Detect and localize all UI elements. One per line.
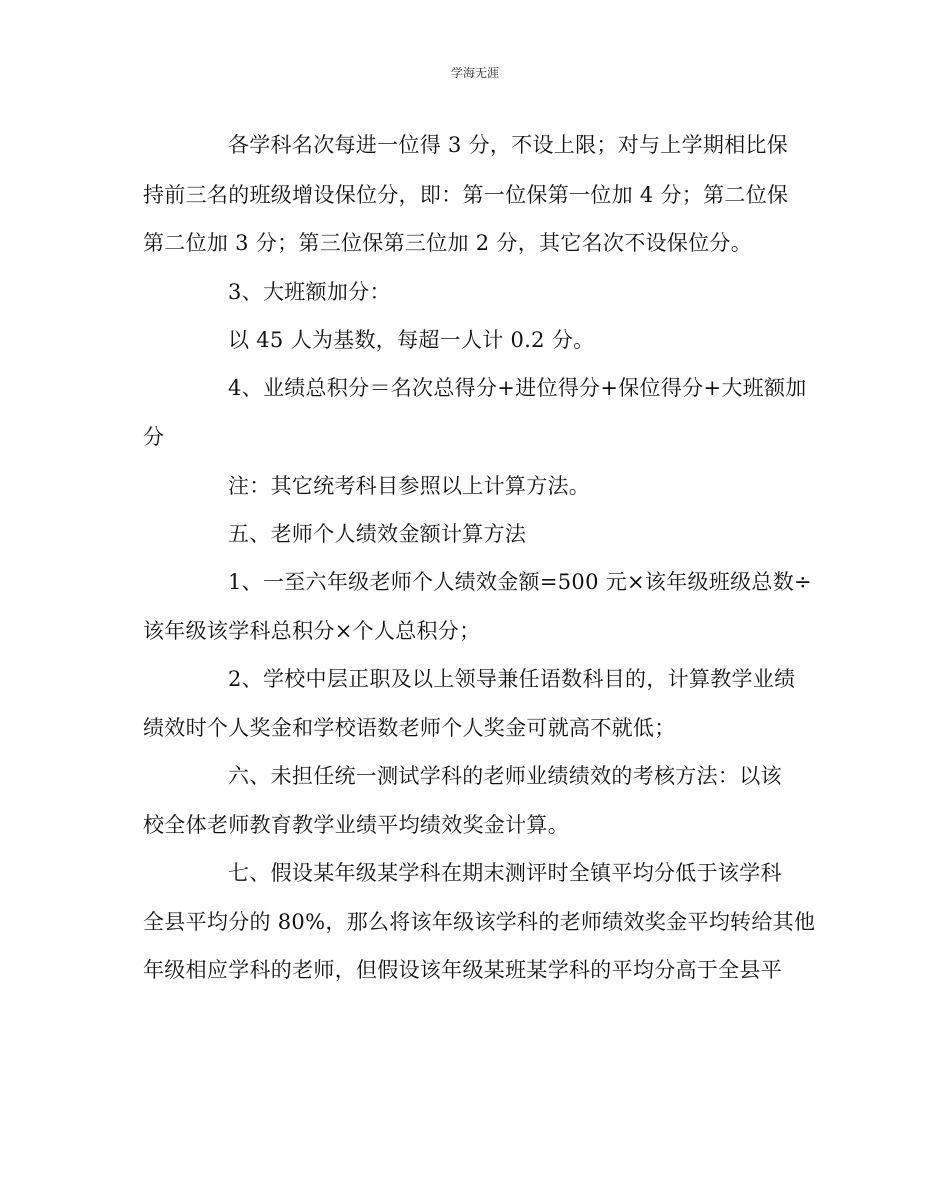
- page-header: 学海无涯: [450, 66, 499, 80]
- paragraph-line: 年级相应学科的老师，但假设该年级某班某学科的平均分高于全县平: [143, 958, 782, 982]
- paragraph-line: 绩效时个人奖金和学校语数老师个人奖金可就高不就低；: [143, 716, 676, 740]
- paragraph-line: 4、业绩总积分＝名次总得分+进位得分+保位得分+大班额加: [228, 376, 807, 400]
- paragraph-line: 六、未担任统一测试学科的老师业绩绩效的考核方法：以该: [228, 764, 782, 788]
- paragraph-line: 各学科名次每进一位得 3 分，不设上限；对与上学期相比保: [228, 133, 789, 157]
- paragraph-line: 以 45 人为基数，每超一人计 0.2 分。: [228, 328, 595, 352]
- paragraph-line: 1、一至六年级老师个人绩效金额=500 元×该年级班级总数÷: [228, 570, 812, 594]
- paragraph-line: 分: [143, 425, 165, 449]
- paragraph-line: 2、学校中层正职及以上领导兼任语数科目的，计算教学业绩: [228, 667, 796, 691]
- section-heading: 五、老师个人绩效金额计算方法: [228, 522, 527, 546]
- paragraph-line: 七、假设某年级某学科在期末测评时全镇平均分低于该学科: [228, 861, 782, 885]
- paragraph-line: 3、大班额加分：: [228, 280, 391, 304]
- paragraph-line: 该年级该学科总积分×个人总积分；: [143, 619, 481, 643]
- paragraph-line: 校全体老师教育教学业绩平均绩效奖金计算。: [143, 813, 569, 837]
- paragraph-line: 第二位加 3 分；第三位保第三位加 2 分，其它名次不设保位分。: [143, 231, 753, 255]
- paragraph-line: 注：其它统考科目参照以上计算方法。: [228, 474, 591, 498]
- paragraph-line: 持前三名的班级增设保位分，即：第一位保第一位加 4 分；第二位保: [143, 183, 789, 207]
- paragraph-line: 全县平均分的 80%，那么将该年级该学科的老师绩效奖金平均转给其他: [143, 910, 816, 934]
